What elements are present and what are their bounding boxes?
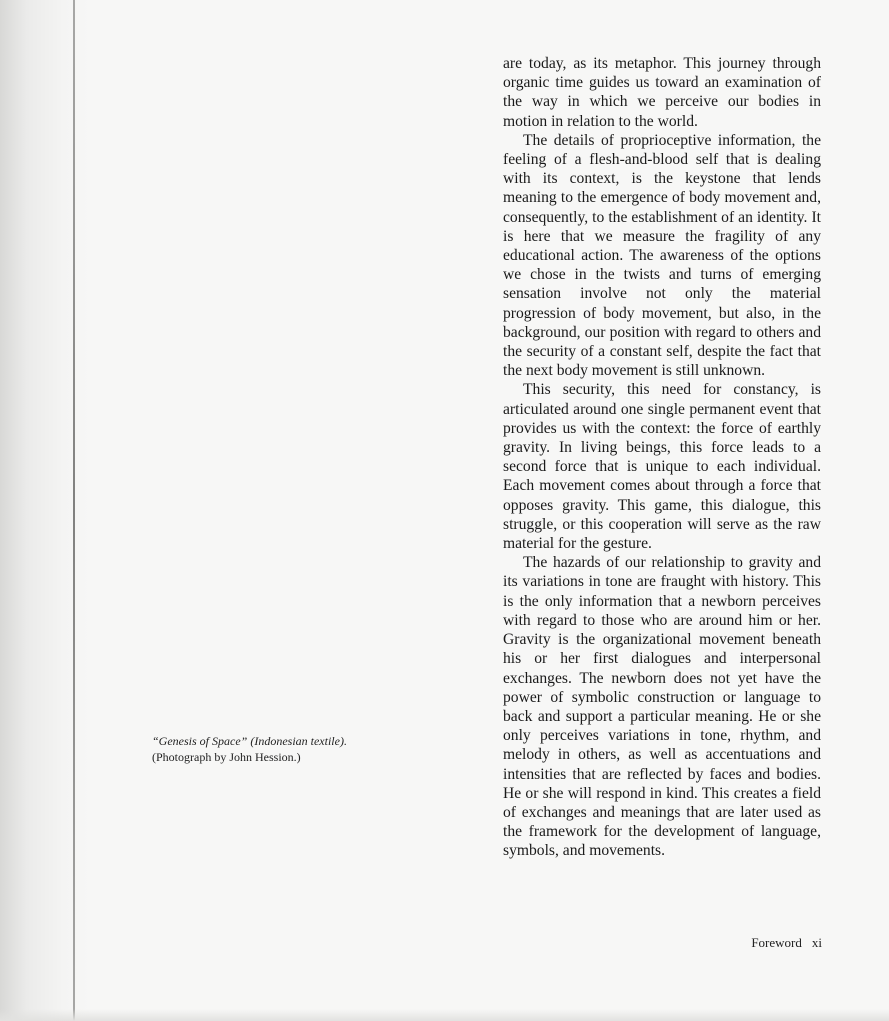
footer-section-title: Foreword — [751, 935, 802, 950]
paragraph-1: are today, as its metaphor. This journey through organic time guides us toward an examination of the way in which we perceive our bodies in motion in relation to the world. — [503, 55, 821, 130]
page-number: xi — [811, 935, 822, 950]
figure-caption — [152, 733, 402, 765]
paragraph-3: This security, this need for constancy, is articulated around one single permanent event that provides us with the context: the force of earthly gravity. In living beings, this force leads to a second force that is unique to each individual. Each movement comes about through a force that opposes gravity. This game, this dialogue, this struggle, or this cooperation will serve as the raw material for the gesture. — [503, 381, 821, 553]
caption-title: “Genesis of Space” (Indonesian textile). — [152, 734, 347, 748]
paragraph-2: The details of proprioceptive information, the feeling of a flesh-and-blood self that is dealing with its context, is the keystone that lends meaning to the emergence of body movement and, consequently, to the establishment of an identity. It is here that we measure the fragility of any educational action. The awareness of the options we chose in the twists and turns of emerging sensation involve not only the material progression of body movement, but also, in the background, our position with regard to others and the security of a constant self, despite the fact that the next body movement is still unknown. — [503, 131, 821, 380]
caption-credit: (Photograph by John Hession.) — [152, 750, 301, 764]
binding-gutter — [73, 0, 75, 1021]
body-text — [503, 54, 821, 861]
binding-shadow — [0, 0, 90, 1021]
paragraph-4: The hazards of our relationship to gravity and its variations in tone are fraught with history. This is the only information that a newborn perceives with regard to those who are around him or her. Gravity is the organizational movement beneath his or her first dialogues and interpersonal exchanges. The newborn does not yet have the power of symbolic construction or language to back and support a particular meaning. He or she only perceives variations in tone, rhythm, and melody in others, as well as accentuations and intensities that are reflected by faces and bodies. He or she will respond in kind. This creates a field of exchanges and meanings that are later used as the framework for the development of language, symbols, and movements. — [503, 554, 821, 860]
running-footer — [700, 935, 822, 951]
page-bottom-edge — [0, 1009, 889, 1021]
